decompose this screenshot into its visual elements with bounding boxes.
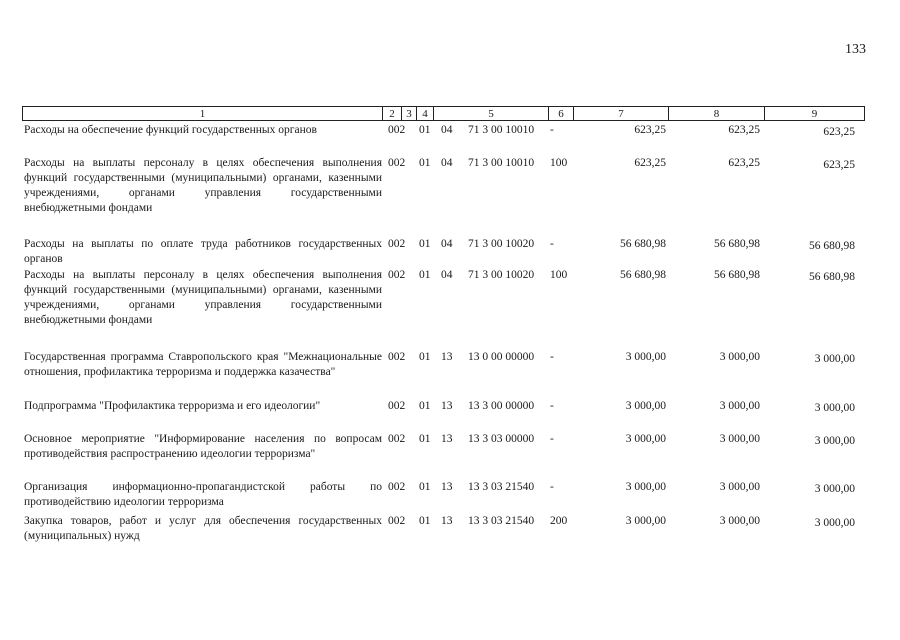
cell-rz: 01	[419, 515, 431, 527]
cell-cs: 13 3 03 21540	[468, 515, 535, 527]
row-description: Закупка товаров, работ и услуг для обеспечения государственных (муниципальных) нужд	[24, 515, 382, 542]
cell-vr: -	[550, 238, 554, 250]
page-number: 133	[845, 42, 866, 57]
cell-pr: 13	[441, 515, 453, 527]
cell-sum-3: 56 680,98	[809, 240, 855, 252]
cell-pr: 04	[441, 157, 453, 169]
cell-cs: 13 0 00 00000	[468, 351, 535, 363]
cell-gr: 002	[388, 269, 406, 281]
row-description: Расходы на обеспечение функций государственных органов	[24, 124, 317, 136]
cell-sum-1: 56 680,98	[620, 269, 666, 281]
row-description: Организация информационно-пропагандистской работы по противодействию идеологии терроризма	[24, 481, 382, 508]
cell-sum-3: 623,25	[823, 159, 855, 171]
cell-sum-2: 56 680,98	[714, 238, 760, 250]
cell-sum-1: 3 000,00	[625, 481, 666, 493]
cell-gr: 002	[388, 400, 406, 412]
cell-sum-1: 3 000,00	[625, 515, 666, 527]
header-col-7: 7	[573, 106, 669, 121]
cell-sum-2: 623,25	[728, 124, 760, 136]
cell-sum-2: 623,25	[728, 157, 760, 169]
cell-cs: 71 3 00 10010	[468, 124, 535, 136]
cell-sum-1: 3 000,00	[625, 351, 666, 363]
cell-cs: 13 3 00 00000	[468, 400, 535, 412]
header-col-1: 1	[22, 106, 383, 121]
cell-vr: 100	[550, 157, 568, 169]
cell-sum-3: 623,25	[823, 126, 855, 138]
cell-rz: 01	[419, 351, 431, 363]
cell-rz: 01	[419, 400, 431, 412]
header-col-2: 2	[382, 106, 402, 121]
cell-pr: 13	[441, 481, 453, 493]
row-description: Подпрограмма "Профилактика терроризма и его идеологии"	[24, 400, 321, 412]
header-col-3: 3	[401, 106, 417, 121]
row-description: Расходы на выплаты персоналу в целях обеспечения выполнения функций государственными (муниципальными) органами, казенными учреждениями, органами управления государственными внебюджетными фондами	[24, 157, 382, 214]
cell-sum-2: 56 680,98	[714, 269, 760, 281]
header-col-4: 4	[416, 106, 434, 121]
cell-gr: 002	[388, 238, 406, 250]
cell-vr: -	[550, 481, 554, 493]
cell-cs: 13 3 03 00000	[468, 433, 535, 445]
header-col-5: 5	[433, 106, 549, 121]
row-description: Расходы на выплаты персоналу в целях обеспечения выполнения функций государственными (муниципальными) органами, казенными учреждениями, органами управления государственными внебюджетными фондами	[24, 269, 382, 326]
header-col-8: 8	[668, 106, 765, 121]
cell-pr: 04	[441, 238, 453, 250]
cell-vr: -	[550, 351, 554, 363]
cell-pr: 04	[441, 269, 453, 281]
cell-sum-1: 3 000,00	[625, 400, 666, 412]
cell-sum-2: 3 000,00	[719, 515, 760, 527]
cell-gr: 002	[388, 481, 406, 493]
cell-vr: -	[550, 124, 554, 136]
cell-sum-2: 3 000,00	[719, 400, 760, 412]
cell-sum-3: 3 000,00	[814, 353, 855, 365]
cell-sum-2: 3 000,00	[719, 433, 760, 445]
cell-sum-2: 3 000,00	[719, 351, 760, 363]
cell-cs: 71 3 00 10020	[468, 238, 535, 250]
cell-pr: 13	[441, 400, 453, 412]
row-description: Основное мероприятие "Информирование населения по вопросам противодействия распространению идеологии терроризма"	[24, 433, 382, 460]
cell-rz: 01	[419, 433, 431, 445]
cell-sum-3: 3 000,00	[814, 435, 855, 447]
cell-cs: 71 3 00 10010	[468, 157, 535, 169]
cell-gr: 002	[388, 433, 406, 445]
cell-sum-3: 3 000,00	[814, 483, 855, 495]
cell-gr: 002	[388, 351, 406, 363]
cell-pr: 13	[441, 433, 453, 445]
row-description: Расходы на выплаты по оплате труда работников государственных органов	[24, 238, 382, 265]
cell-rz: 01	[419, 269, 431, 281]
cell-pr: 04	[441, 124, 453, 136]
cell-cs: 71 3 00 10020	[468, 269, 535, 281]
cell-sum-3: 3 000,00	[814, 402, 855, 414]
cell-rz: 01	[419, 124, 431, 136]
cell-vr: 100	[550, 269, 568, 281]
cell-gr: 002	[388, 157, 406, 169]
cell-sum-2: 3 000,00	[719, 481, 760, 493]
cell-gr: 002	[388, 515, 406, 527]
cell-rz: 01	[419, 157, 431, 169]
cell-sum-1: 56 680,98	[620, 238, 666, 250]
cell-pr: 13	[441, 351, 453, 363]
cell-vr: -	[550, 433, 554, 445]
cell-sum-1: 3 000,00	[625, 433, 666, 445]
cell-cs: 13 3 03 21540	[468, 481, 535, 493]
table-header	[22, 106, 865, 122]
cell-sum-1: 623,25	[634, 157, 666, 169]
cell-vr: -	[550, 400, 554, 412]
cell-vr: 200	[550, 515, 568, 527]
row-description: Государственная программа Ставропольского края "Межнациональные отношения, профилактика терроризма и поддержка казачества"	[24, 351, 382, 378]
cell-rz: 01	[419, 481, 431, 493]
cell-rz: 01	[419, 238, 431, 250]
cell-sum-1: 623,25	[634, 124, 666, 136]
cell-sum-3: 3 000,00	[814, 517, 855, 529]
header-col-6: 6	[548, 106, 574, 121]
cell-gr: 002	[388, 124, 406, 136]
cell-sum-3: 56 680,98	[809, 271, 855, 283]
header-col-9: 9	[764, 106, 865, 121]
